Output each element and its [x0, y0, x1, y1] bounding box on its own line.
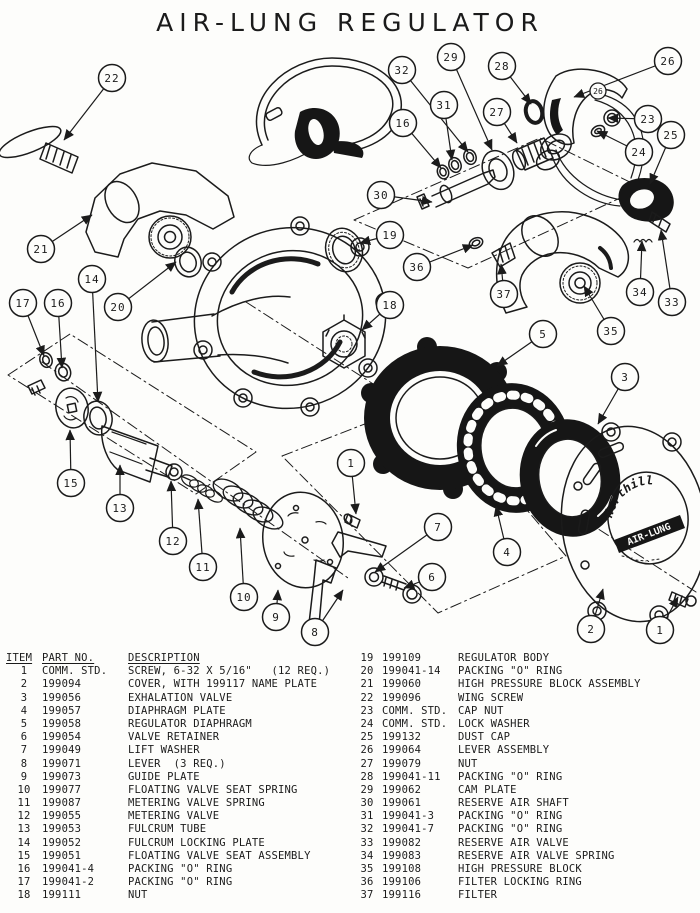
part-no-cell: 199049 [42, 744, 82, 757]
callout-1 [647, 597, 679, 644]
table-row [6, 810, 348, 823]
part-no-cell: 199087 [42, 797, 82, 810]
item-cell: 9 [20, 770, 28, 783]
callout-28 [489, 53, 532, 105]
part-no-cell: 199051 [42, 849, 82, 862]
item-cell: 25 [360, 731, 374, 744]
part-no-cell: 199064 [382, 744, 422, 757]
part-no-cell: 199077 [42, 783, 82, 796]
description-cell: RESERVE AIR VALVE SPRING [458, 849, 615, 862]
item-cell: 27 [360, 757, 374, 770]
callout-9 [263, 590, 290, 631]
table-row [6, 731, 348, 744]
item-cell: 7 [20, 744, 28, 757]
callout-24 [597, 131, 653, 166]
part-no-cell: 199094 [42, 678, 82, 691]
header-desc: DESCRIPTION [128, 652, 200, 664]
item-cell: 31 [360, 810, 374, 823]
description-cell: FILTER LOCKING RING [458, 876, 582, 889]
part-no-cell: 199061 [382, 797, 422, 810]
callout-22 [64, 65, 126, 141]
dust-cap-drawing [619, 178, 674, 242]
item-cell: 15 [17, 849, 31, 862]
description-cell: REGULATOR DIAPHRAGM [128, 717, 252, 730]
part-no-cell: 199041-4 [42, 863, 95, 875]
svg-text:4: 4 [503, 545, 511, 559]
callout-33 [659, 230, 686, 316]
part-no-cell: 199041-14 [382, 665, 441, 678]
part-no-cell: 199073 [42, 770, 82, 783]
svg-text:13: 13 [112, 501, 128, 515]
part-no-cell: 199041-3 [382, 810, 435, 823]
description-cell: FULCRUM TUBE [128, 823, 207, 836]
item-cell: 5 [20, 717, 28, 730]
description-cell: NUT [458, 757, 478, 770]
part-no-cell: 199079 [382, 757, 422, 770]
part-no-cell: 199041-7 [382, 823, 435, 836]
item-cell: 13 [17, 823, 31, 836]
item-cell: 36 [360, 876, 374, 889]
part-no-cell: 199106 [382, 876, 422, 889]
table-row [352, 797, 698, 810]
svg-text:33: 33 [664, 295, 680, 309]
callout-18 [362, 292, 404, 331]
part-no-cell: 199053 [42, 823, 82, 836]
svg-text:9: 9 [272, 610, 280, 624]
svg-text:19: 19 [382, 228, 398, 242]
svg-text:29: 29 [443, 50, 459, 64]
svg-text:12: 12 [165, 534, 181, 548]
table-row [352, 863, 698, 876]
description-cell: PACKING "O" RING [458, 770, 563, 783]
description-cell: FLOATING VALVE SEAT ASSEMBLY [128, 849, 311, 862]
part-no-cell: 199083 [382, 849, 422, 862]
description-cell: EXHALATION VALVE [128, 691, 233, 704]
table-row [6, 850, 348, 863]
hp-block-assembly-drawing [86, 163, 234, 280]
callout-36 [404, 245, 474, 281]
table-row [6, 889, 348, 902]
description-cell: FULCRUM LOCKING PLATE [128, 836, 265, 849]
table-row [352, 705, 698, 718]
item-cell: 30 [360, 797, 374, 810]
table-row [6, 678, 348, 691]
description-cell: FLOATING VALVE SEAT SPRING [128, 783, 298, 796]
svg-text:28: 28 [494, 59, 510, 73]
part-no-cell: 199057 [42, 704, 82, 717]
table-row [6, 837, 348, 850]
table-row [352, 850, 698, 863]
description-cell: WING SCREW [458, 691, 524, 704]
callout-16 [45, 290, 72, 369]
svg-text:20: 20 [110, 300, 126, 314]
callout-10 [231, 528, 258, 611]
item-cell: 29 [360, 783, 374, 796]
svg-text:26: 26 [660, 54, 676, 68]
header-part: PART NO. [42, 652, 95, 664]
part-no-cell: COMM. STD. [42, 665, 108, 678]
item-cell: 32 [360, 823, 374, 836]
callout-4 [494, 506, 521, 566]
callout-13 [107, 465, 134, 522]
callout-16 [390, 110, 442, 169]
item-cell: 24 [360, 717, 374, 730]
description-cell: FILTER [458, 889, 498, 902]
item-cell: 22 [360, 691, 374, 704]
callout-27 [484, 99, 518, 144]
part-no-cell: 199062 [382, 783, 422, 796]
part-no-cell: COMM. STD. [382, 704, 448, 717]
cover-logo-banner-text: AIR-LUNG [625, 521, 673, 549]
part-no-cell: 199071 [42, 757, 82, 770]
callout-17 [10, 290, 45, 357]
table-row [352, 652, 698, 665]
svg-text:3: 3 [621, 370, 629, 384]
svg-text:37: 37 [496, 287, 512, 301]
cover-logo-arc-text: Northill [601, 473, 654, 519]
part-no-cell: 199055 [42, 810, 82, 823]
header-item: ITEM [6, 652, 33, 664]
svg-text:32: 32 [394, 63, 410, 77]
callout-31 [431, 92, 458, 161]
description-cell: METERING VALVE [128, 810, 220, 823]
table-row [352, 744, 698, 757]
table-header-row [6, 652, 348, 665]
callout-1 [338, 450, 365, 515]
svg-text:18: 18 [382, 298, 398, 312]
callout-20 [105, 262, 177, 321]
svg-text:16: 16 [395, 116, 411, 130]
table-row [6, 665, 348, 678]
item-cell: 21 [360, 678, 374, 691]
table-row [352, 718, 698, 731]
table-row [352, 665, 698, 678]
callout-layer [10, 44, 686, 646]
svg-text:31: 31 [436, 98, 452, 112]
item-cell: 16 [17, 863, 31, 875]
svg-text:24: 24 [631, 145, 647, 159]
part-no-cell: 199056 [42, 691, 82, 704]
parts-table-right [352, 652, 698, 903]
table-row [6, 705, 348, 718]
part-no-cell: 199132 [382, 731, 422, 744]
callout-3 [598, 364, 639, 425]
svg-text:15: 15 [63, 476, 79, 490]
group-boxes [8, 138, 696, 613]
table-row [6, 758, 348, 771]
svg-text:36: 36 [409, 260, 425, 274]
table-row [6, 744, 348, 757]
item-cell: 37 [360, 889, 374, 902]
item-cell: 34 [360, 849, 374, 862]
description-cell: LIFT WASHER [128, 744, 200, 757]
table-row [352, 889, 698, 902]
part-no-cell: 199052 [42, 836, 82, 849]
part-no-cell: COMM. STD. [382, 717, 448, 730]
svg-text:5: 5 [539, 327, 547, 341]
item-cell: 17 [17, 876, 31, 889]
table-row [352, 771, 698, 784]
svg-text:21: 21 [33, 242, 49, 256]
part-no-cell: 199082 [382, 836, 422, 849]
item-cell: 4 [20, 704, 28, 717]
table-row [352, 784, 698, 797]
callout-12 [160, 481, 187, 555]
description-cell: REGULATOR BODY [458, 652, 550, 664]
table-row [352, 692, 698, 705]
description-cell: GUIDE PLATE [128, 770, 200, 783]
item-cell: 6 [20, 731, 28, 744]
svg-text:27: 27 [489, 105, 505, 119]
table-row [6, 823, 348, 836]
description-cell: PACKING "O" RING [128, 876, 233, 889]
svg-text:11: 11 [195, 560, 211, 574]
description-cell: CAM PLATE [458, 783, 517, 796]
table-row [352, 810, 698, 823]
svg-text:35: 35 [603, 324, 619, 338]
table-row [352, 731, 698, 744]
callout-8 [302, 590, 344, 646]
description-cell: DUST CAP [458, 731, 511, 744]
svg-text:22: 22 [104, 71, 120, 85]
item-cell: 12 [17, 810, 31, 823]
description-cell: PACKING "O" RING [458, 810, 563, 823]
item-cell: 23 [360, 704, 374, 717]
description-cell: RESERVE AIR SHAFT [458, 797, 569, 810]
description-cell: HIGH PRESSURE BLOCK ASSEMBLY [458, 678, 641, 691]
description-cell: PACKING "O" RING [128, 863, 233, 875]
dust-cap-cord-drawing [249, 58, 401, 165]
item-cell: 18 [17, 889, 31, 902]
svg-text:16: 16 [50, 296, 66, 310]
callout-21 [28, 215, 93, 263]
item-cell: 11 [17, 797, 31, 810]
description-cell: PACKING "O" RING [458, 665, 563, 678]
part-no-cell: 199054 [42, 731, 82, 744]
table-row [352, 678, 698, 691]
description-cell: LOCK WASHER [458, 717, 530, 730]
table-row [6, 797, 348, 810]
description-cell: LEVER ASSEMBLY [458, 744, 550, 757]
part-no-cell: 199041-11 [382, 770, 441, 783]
description-cell: DIAPHRAGM PLATE [128, 704, 226, 717]
svg-text:8: 8 [311, 625, 319, 639]
callout-37 [491, 264, 518, 308]
item-cell: 1 [20, 665, 28, 678]
table-row [352, 758, 698, 771]
description-cell: LEVER (3 REQ.) [128, 757, 226, 770]
part-no-cell: 199041-2 [42, 876, 95, 889]
table-row [6, 771, 348, 784]
callout-6 [404, 564, 446, 591]
parts-table-left [6, 652, 348, 903]
callout-5 [497, 321, 557, 367]
item-cell: 8 [20, 757, 28, 770]
item-cell: 14 [17, 836, 31, 849]
callout-15 [58, 430, 85, 497]
part-no-cell: 199096 [382, 691, 422, 704]
svg-text:6: 6 [428, 570, 436, 584]
item-cell: 26 [360, 744, 374, 757]
table-row [6, 784, 348, 797]
callout-7 [375, 514, 452, 573]
item-cell: 35 [360, 863, 374, 875]
description-cell: VALVE RETAINER [128, 731, 220, 744]
table-row [6, 876, 348, 889]
callout-11 [190, 499, 217, 581]
item-cell: 28 [360, 770, 374, 783]
item-cell: 33 [360, 836, 374, 849]
part-no-cell: 199116 [382, 889, 422, 902]
callout-35 [584, 286, 625, 345]
wing-screw-drawing [0, 120, 78, 173]
item-cell: 20 [360, 665, 374, 678]
part-no-cell: 199109 [382, 652, 422, 664]
svg-text:1: 1 [347, 456, 355, 470]
description-cell: RESERVE AIR VALVE [458, 836, 569, 849]
description-cell: PACKING "O" RING [458, 823, 563, 836]
svg-text:17: 17 [15, 296, 31, 310]
page-title: AIR-LUNG REGULATOR [156, 8, 544, 37]
table-row [6, 718, 348, 731]
part-no-cell: 199058 [42, 717, 82, 730]
item-cell: 19 [360, 652, 374, 664]
callout-14 [79, 266, 106, 403]
table-row [352, 837, 698, 850]
callout-small-26 [590, 83, 606, 99]
description-cell: SCREW, 6-32 X 5/16" (12 REQ.) [128, 665, 331, 678]
svg-text:10: 10 [236, 590, 252, 604]
description-cell: NUT [128, 889, 148, 902]
item-cell: 3 [20, 691, 28, 704]
svg-text:25: 25 [663, 128, 679, 142]
svg-text:2: 2 [587, 622, 595, 636]
svg-text:1: 1 [656, 623, 664, 637]
part-no-cell: 199108 [382, 863, 422, 875]
description-cell: CAP NUT [458, 704, 504, 717]
svg-text:26: 26 [593, 86, 603, 96]
svg-text:7: 7 [434, 520, 442, 534]
table-row [352, 823, 698, 836]
svg-text:23: 23 [640, 112, 656, 126]
description-cell: COVER, WITH 199117 NAME PLATE [128, 678, 318, 691]
part-no-cell: 199111 [42, 889, 82, 902]
table-row [6, 863, 348, 876]
svg-text:30: 30 [373, 188, 389, 202]
part-no-cell: 199060 [382, 678, 422, 691]
svg-text:14: 14 [84, 272, 100, 286]
table-row [352, 876, 698, 889]
svg-text:34: 34 [632, 285, 648, 299]
table-row [6, 692, 348, 705]
item-cell: 10 [17, 783, 31, 796]
description-cell: METERING VALVE SPRING [128, 797, 265, 810]
item-cell: 2 [20, 678, 28, 691]
description-cell: HIGH PRESSURE BLOCK [458, 863, 582, 875]
callout-34 [627, 241, 654, 306]
